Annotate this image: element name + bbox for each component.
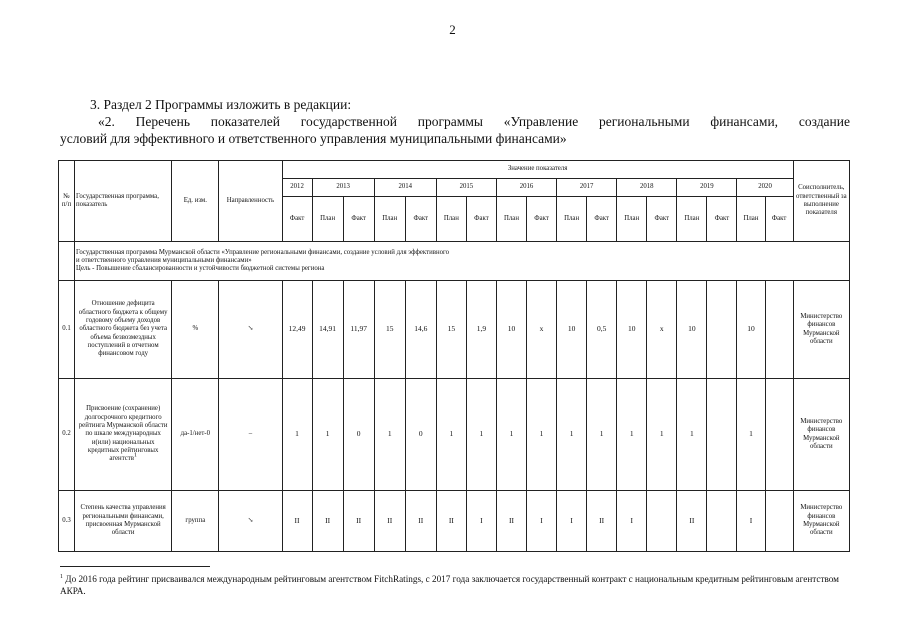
header-executor: Соисполнитель, ответственный за выполнение показателя <box>793 161 849 242</box>
program-description <box>75 242 850 281</box>
value-cell <box>765 379 793 491</box>
row-name: Степень качества управления региональными финансами, присвоенная Мурманской области <box>75 491 172 552</box>
value-cell: 15 <box>436 281 466 379</box>
subhead-cell: Факт <box>343 197 374 242</box>
subhead-cell: Факт <box>527 197 557 242</box>
subhead-cell: Факт <box>647 197 677 242</box>
subhead-cell: Факт <box>707 197 737 242</box>
row-name: Отношение дефицита областного бюджета к общему годовому объему доходов областного бюджета без учета объема безвозмездных поступлений в отчетном финансовом году <box>75 281 172 379</box>
program-line-3: Цель - Повышение сбалансированности и устойчивости бюджетной системы региона <box>76 265 325 273</box>
year-cell: 2018 <box>617 179 677 197</box>
header-num: № п/п <box>59 161 75 242</box>
value-cell <box>707 281 737 379</box>
heading-line-3: условий для эффективного и ответственного управления муниципальными финансами» <box>60 131 567 146</box>
header-row <box>59 161 850 179</box>
subhead-cell: План <box>677 197 707 242</box>
header-direction: Направленность <box>219 161 282 242</box>
year-cell: 2019 <box>677 179 737 197</box>
program-row-empty <box>59 242 75 281</box>
year-cell: 2020 <box>737 179 793 197</box>
footnote-text: До 2016 года рейтинг присваивался международным рейтинговым агентством FitchRatings, с 2017 года заключается государственный контракт с национальным кредитным рейтинговым агентством АКРА. <box>60 574 839 596</box>
value-cell: I <box>527 491 557 552</box>
value-cell: 10 <box>737 281 765 379</box>
value-cell: II <box>282 491 312 552</box>
row-num: 0.3 <box>59 491 75 552</box>
subhead-cell: Факт <box>587 197 617 242</box>
value-cell: 10 <box>557 281 587 379</box>
value-cell: I <box>557 491 587 552</box>
year-cell: 2017 <box>557 179 617 197</box>
row-num: 0.1 <box>59 281 75 379</box>
row-direction-arrow-icon: ↘ <box>219 491 282 552</box>
footnote <box>60 573 850 597</box>
value-cell: II <box>677 491 707 552</box>
indicators-table <box>58 160 850 552</box>
value-cell: II <box>405 491 436 552</box>
value-cell: I <box>737 491 765 552</box>
value-cell: 1 <box>647 379 677 491</box>
section-heading <box>60 96 850 147</box>
value-cell: 1 <box>374 379 405 491</box>
row-direction-arrow-icon: ↘ <box>219 281 282 379</box>
subhead-cell: План <box>617 197 647 242</box>
value-cell: 11,97 <box>343 281 374 379</box>
subhead-cell: План <box>436 197 466 242</box>
value-cell: 0 <box>405 379 436 491</box>
subhead-cell: План <box>737 197 765 242</box>
heading-line-2: «2. Перечень показателей государственной программы «Управление региональными финансами, создание <box>98 114 850 129</box>
subhead-cell: План <box>374 197 405 242</box>
subhead-cell: План <box>496 197 526 242</box>
subhead-cell: Факт <box>282 197 312 242</box>
value-cell: 1 <box>436 379 466 491</box>
program-line-1: Государственная программа Мурманской области «Управление региональными финансами, создание условий для эффективного <box>76 248 450 256</box>
value-cell: II <box>436 491 466 552</box>
year-cell: 2016 <box>496 179 556 197</box>
value-cell: I <box>466 491 496 552</box>
value-cell: II <box>374 491 405 552</box>
value-cell: 14,6 <box>405 281 436 379</box>
value-cell: II <box>312 491 343 552</box>
table-row <box>59 379 850 491</box>
value-cell: I <box>617 491 647 552</box>
value-cell: 1 <box>617 379 647 491</box>
value-cell: 1 <box>557 379 587 491</box>
subhead-cell: Факт <box>405 197 436 242</box>
subhead-cell: Факт <box>466 197 496 242</box>
row-num: 0.2 <box>59 379 75 491</box>
header-name: Государственная программа, показатель <box>75 161 172 242</box>
value-cell: 12,49 <box>282 281 312 379</box>
value-cell: 1 <box>527 379 557 491</box>
value-cell: II <box>587 491 617 552</box>
value-cell: 1 <box>677 379 707 491</box>
row-unit: % <box>172 281 219 379</box>
subhead-cell: Факт <box>765 197 793 242</box>
row-unit: да-1/нет-0 <box>172 379 219 491</box>
value-cell: 0,5 <box>587 281 617 379</box>
value-cell: x <box>647 281 677 379</box>
value-cell: 1 <box>737 379 765 491</box>
header-unit: Ед. изм. <box>172 161 219 242</box>
value-cell: 1,9 <box>466 281 496 379</box>
value-cell: 15 <box>374 281 405 379</box>
row-executor: Министерство финансов Мурманской области <box>793 491 849 552</box>
heading-line-1: 3. Раздел 2 Программы изложить в редакции: <box>90 97 352 112</box>
subhead-cell: План <box>557 197 587 242</box>
year-cell: 2015 <box>436 179 496 197</box>
value-cell: x <box>527 281 557 379</box>
value-cell: 1 <box>282 379 312 491</box>
row-executor: Министерство финансов Мурманской области <box>793 281 849 379</box>
year-cell: 2013 <box>312 179 374 197</box>
page-number: 2 <box>449 22 456 37</box>
value-cell: 1 <box>496 379 526 491</box>
value-cell <box>707 379 737 491</box>
footnote-separator <box>60 566 210 567</box>
value-cell: 10 <box>496 281 526 379</box>
table-row <box>59 281 850 379</box>
value-cell: 10 <box>617 281 647 379</box>
value-cell: 14,91 <box>312 281 343 379</box>
value-cell <box>707 491 737 552</box>
value-cell <box>647 491 677 552</box>
value-cell: 10 <box>677 281 707 379</box>
row-name-text: Присвоение (сохранение) долгосрочного кредитного рейтинга Мурманской области по шкале международных и(или) национальных кредитных рейтинговых агентств <box>78 405 168 463</box>
program-row <box>59 242 850 281</box>
value-cell <box>765 281 793 379</box>
program-line-2: и ответственного управления муниципальными финансами» <box>76 256 252 264</box>
header-value-group: Значение показателя <box>282 161 793 179</box>
value-cell: 1 <box>312 379 343 491</box>
year-cell: 2014 <box>374 179 436 197</box>
value-cell: II <box>343 491 374 552</box>
row-direction-dash-icon: ‒ <box>219 379 282 491</box>
year-cell: 2012 <box>282 179 312 197</box>
value-cell: II <box>496 491 526 552</box>
footnote-marker: 1 <box>60 573 63 580</box>
row-name <box>75 379 172 491</box>
row-unit: группа <box>172 491 219 552</box>
footnote-ref: 1 <box>133 452 137 459</box>
value-cell: 1 <box>587 379 617 491</box>
value-cell: 0 <box>343 379 374 491</box>
table-row <box>59 491 850 552</box>
value-cell <box>765 491 793 552</box>
row-executor: Министерство финансов Мурманской области <box>793 379 849 491</box>
value-cell: 1 <box>466 379 496 491</box>
subhead-cell: План <box>312 197 343 242</box>
